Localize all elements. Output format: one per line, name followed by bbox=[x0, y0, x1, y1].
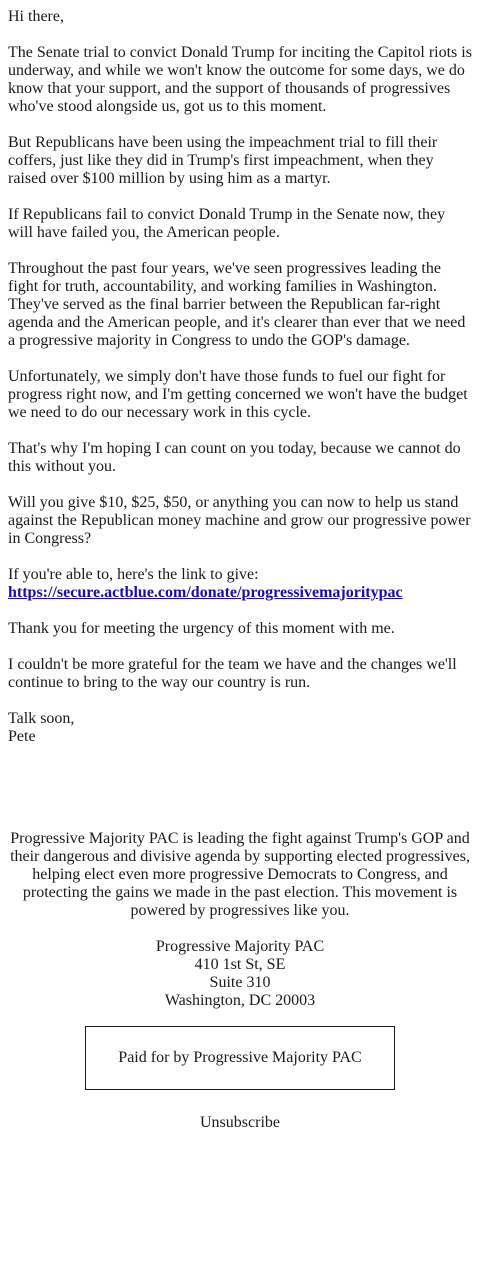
paragraph-link bbox=[8, 566, 472, 602]
footer-mission: Progressive Majority PAC is leading the fight against Trump's GOP and their dangerous and divisive agenda by supporting elected progressives, helping elect even more progressive Democrats to Congress, and protecting the gains we made in the past election. This movement is powered by progressives like you. bbox=[10, 830, 470, 919]
paid-for-box bbox=[85, 1026, 395, 1090]
address-city: Washington, DC 20003 bbox=[164, 992, 316, 1009]
donate-link[interactable]: https://secure.actblue.com/donate/progressivemajoritypac bbox=[8, 584, 403, 601]
signature: Pete bbox=[8, 728, 36, 745]
link-intro: If you're able to, here's the link to give: bbox=[8, 566, 259, 583]
paragraph-grateful: I couldn't be more grateful for the team we have and the changes we'll continue to bring to the way our country is run. bbox=[8, 656, 457, 691]
paragraph-fail-to-convict: If Republicans fail to convict Donald Trump in the Senate now, they will have failed you, the American people. bbox=[8, 206, 446, 241]
paragraph-thanks: Thank you for meeting the urgency of this moment with me. bbox=[8, 620, 395, 637]
paragraph-senate-trial: The Senate trial to convict Donald Trump for inciting the Capitol riots is underway, and while we won't know the outcome for some days, we do know that your support, and the support of thousands of progressives who've stood alongside us, got us to this moment. bbox=[8, 44, 472, 115]
footer bbox=[0, 830, 480, 1132]
paid-for-text: Paid for by Progressive Majority PAC bbox=[118, 1049, 362, 1066]
footer-address bbox=[8, 938, 472, 1010]
signoff: Talk soon, bbox=[8, 710, 75, 727]
paragraph-republican-coffers: But Republicans have been using the impeachment trial to fill their coffers, just like they did in Trump's first impeachment, when they raised over $100 million by using him as a martyr. bbox=[8, 134, 438, 187]
address-name: Progressive Majority PAC bbox=[155, 938, 325, 955]
address-street: 410 1st St, SE bbox=[194, 956, 286, 973]
signoff-block bbox=[8, 710, 472, 746]
paragraph-funds: Unfortunately, we simply don't have those funds to fuel our fight for progress right now, and I'm getting concerned we won't have the budget we need to do our necessary work in this cycle. bbox=[8, 368, 468, 421]
paragraph-donation-ask: Will you give $10, $25, $50, or anything you can now to help us stand against the Republican money machine and grow our progressive power in Congress? bbox=[8, 494, 471, 547]
greeting: Hi there, bbox=[8, 8, 64, 25]
unsubscribe-link[interactable]: Unsubscribe bbox=[200, 1114, 280, 1131]
paragraph-count-on-you: That's why I'm hoping I can count on you today, because we cannot do this without you. bbox=[8, 440, 461, 475]
paragraph-four-years: Throughout the past four years, we've seen progressives leading the fight for truth, accountability, and working families in Washington. They've served as the final barrier between the Republican far-right agenda and the American people, and it's clearer than ever that we need a progressive majority in Congress to undo the GOP's damage. bbox=[8, 260, 466, 349]
address-suite: Suite 310 bbox=[209, 974, 271, 991]
